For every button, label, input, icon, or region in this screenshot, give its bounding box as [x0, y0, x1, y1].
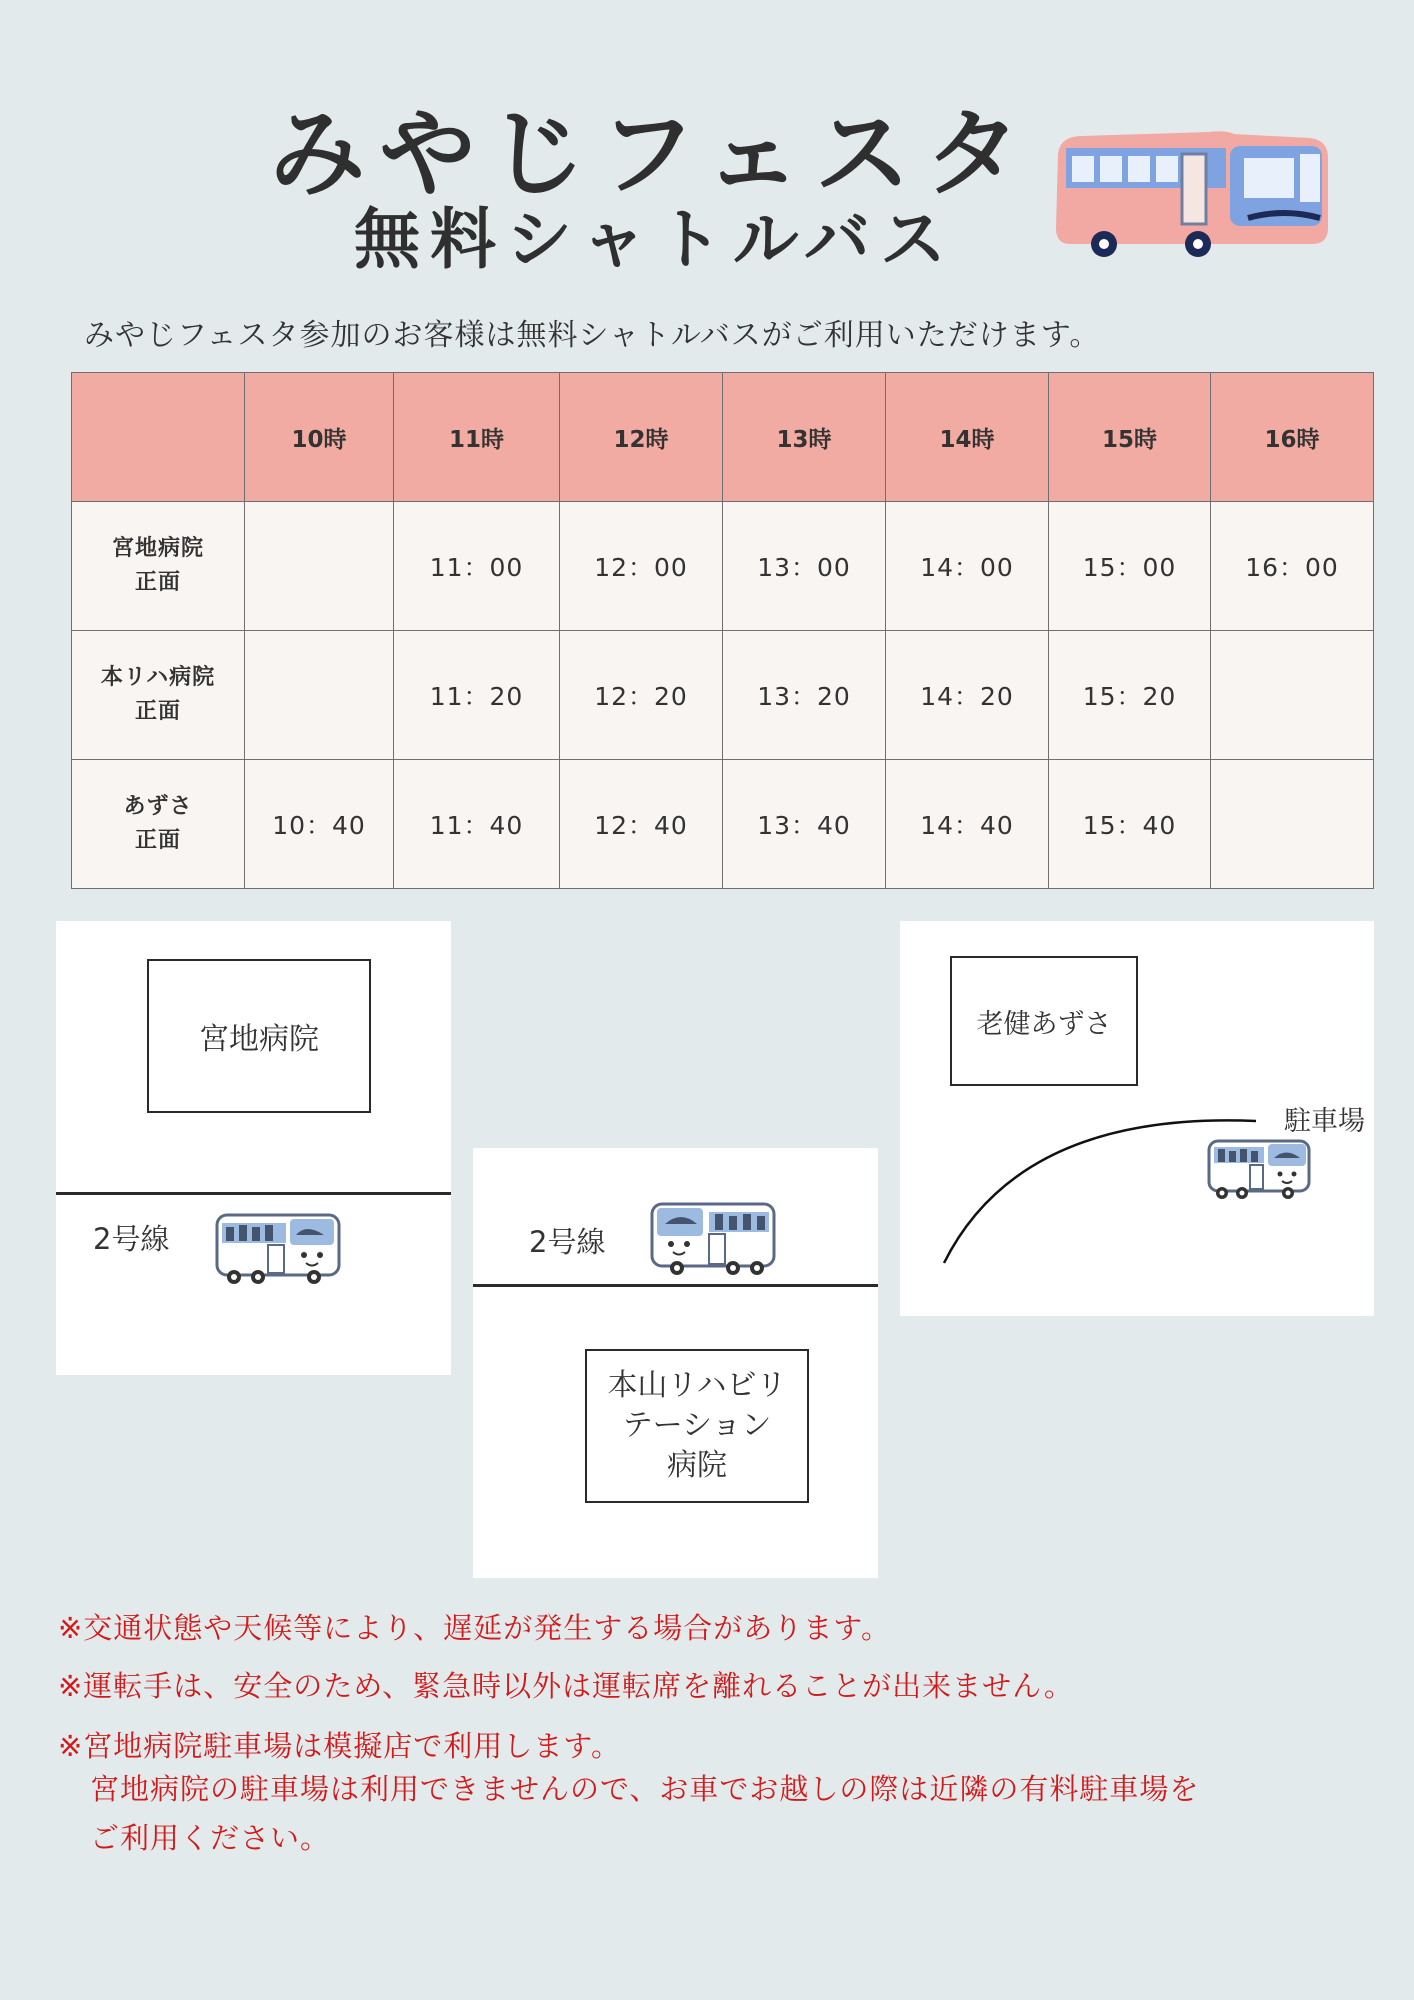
header-cell: [72, 373, 245, 502]
header-cell: 14時: [886, 373, 1049, 502]
stop-name-cell: [72, 760, 245, 889]
note-driver: ※運転手は、安全のため、緊急時以外は運転席を離れることが出来ません。: [58, 1669, 1074, 1703]
road-label: 2号線: [529, 1225, 606, 1259]
header-cell: 15時: [1049, 373, 1211, 502]
header-cell: 13時: [723, 373, 886, 502]
building-box: 宮地病院: [147, 959, 371, 1113]
time-cell: 14：20: [886, 631, 1049, 760]
bus-stop-icon: [649, 1200, 777, 1278]
header-cell: 11時: [394, 373, 560, 502]
stop-name-line: 本リハ病院: [100, 665, 216, 690]
table-row: [72, 502, 1374, 631]
time-cell: 11：20: [394, 631, 560, 760]
map-miyaji-hospital: [56, 921, 451, 1375]
header-cell: 10時: [245, 373, 394, 502]
time-cell: 15：00: [1049, 502, 1211, 631]
time-cell: [245, 631, 394, 760]
time-cell: 16：00: [1211, 502, 1374, 631]
time-cell: 11：00: [394, 502, 560, 631]
stop-name-line: あずさ: [123, 794, 193, 819]
building-name-line: テーション: [622, 1408, 772, 1443]
time-cell: 11：40: [394, 760, 560, 889]
stop-name-cell: [72, 631, 245, 760]
time-cell: 13：00: [723, 502, 886, 631]
time-cell: 12：20: [560, 631, 723, 760]
note-parking-detail-2: ご利用ください。: [90, 1821, 331, 1855]
stop-name-line: 宮地病院: [111, 536, 204, 561]
note-parking-detail: 宮地病院の駐車場は利用できませんので、お車でお越しの際は近隣の有料駐車場を: [90, 1772, 1200, 1806]
building-box: 老健あずさ: [950, 956, 1138, 1086]
bus-stop-icon: [214, 1211, 342, 1287]
map-roken-azusa: [900, 921, 1374, 1316]
time-cell: 13：40: [723, 760, 886, 889]
timetable-header-row: [72, 373, 1374, 502]
road-line: [473, 1284, 878, 1287]
building-name-line: 病院: [667, 1448, 727, 1483]
table-row: [72, 760, 1374, 889]
table-row: [72, 631, 1374, 760]
note-parking: ※宮地病院駐車場は模擬店で利用します。: [58, 1729, 621, 1763]
page-subtitle: 無料シャトルバス: [353, 201, 957, 278]
stop-name-line: 正面: [134, 699, 181, 724]
time-cell: [1211, 631, 1374, 760]
time-cell: [245, 502, 394, 631]
road-line: [56, 1192, 451, 1195]
time-cell: 13：20: [723, 631, 886, 760]
parking-label: 駐車場: [1284, 1106, 1365, 1137]
time-cell: 15：40: [1049, 760, 1211, 889]
note-delay: ※交通状態や天候等により、遅延が発生する場合があります。: [58, 1611, 891, 1645]
route-curve: [900, 921, 1374, 1316]
time-cell: 12：00: [560, 502, 723, 631]
header-cell: 16時: [1211, 373, 1374, 502]
building-name-line: 本山リハビリ: [607, 1368, 787, 1403]
time-cell: 12：40: [560, 760, 723, 889]
road-label: 2号線: [93, 1222, 170, 1256]
time-cell: 14：40: [886, 760, 1049, 889]
building-box: [585, 1349, 809, 1503]
stop-name-line: 正面: [134, 570, 181, 595]
intro-text: みやじフェスタ参加のお客様は無料シャトルバスがご利用いただけます。: [84, 318, 1101, 353]
timetable: [71, 372, 1374, 889]
stop-name-line: 正面: [134, 828, 181, 853]
header-cell: 12時: [560, 373, 723, 502]
time-cell: 10：40: [245, 760, 394, 889]
page-title: みやじフェスタ: [269, 98, 1035, 210]
bus-illustration-icon: [1048, 128, 1332, 258]
bus-stop-icon: [1206, 1137, 1312, 1201]
time-cell: [1211, 760, 1374, 889]
map-rehab-hospital: [473, 1148, 878, 1578]
stop-name-cell: [72, 502, 245, 631]
time-cell: 15：20: [1049, 631, 1211, 760]
time-cell: 14：00: [886, 502, 1049, 631]
